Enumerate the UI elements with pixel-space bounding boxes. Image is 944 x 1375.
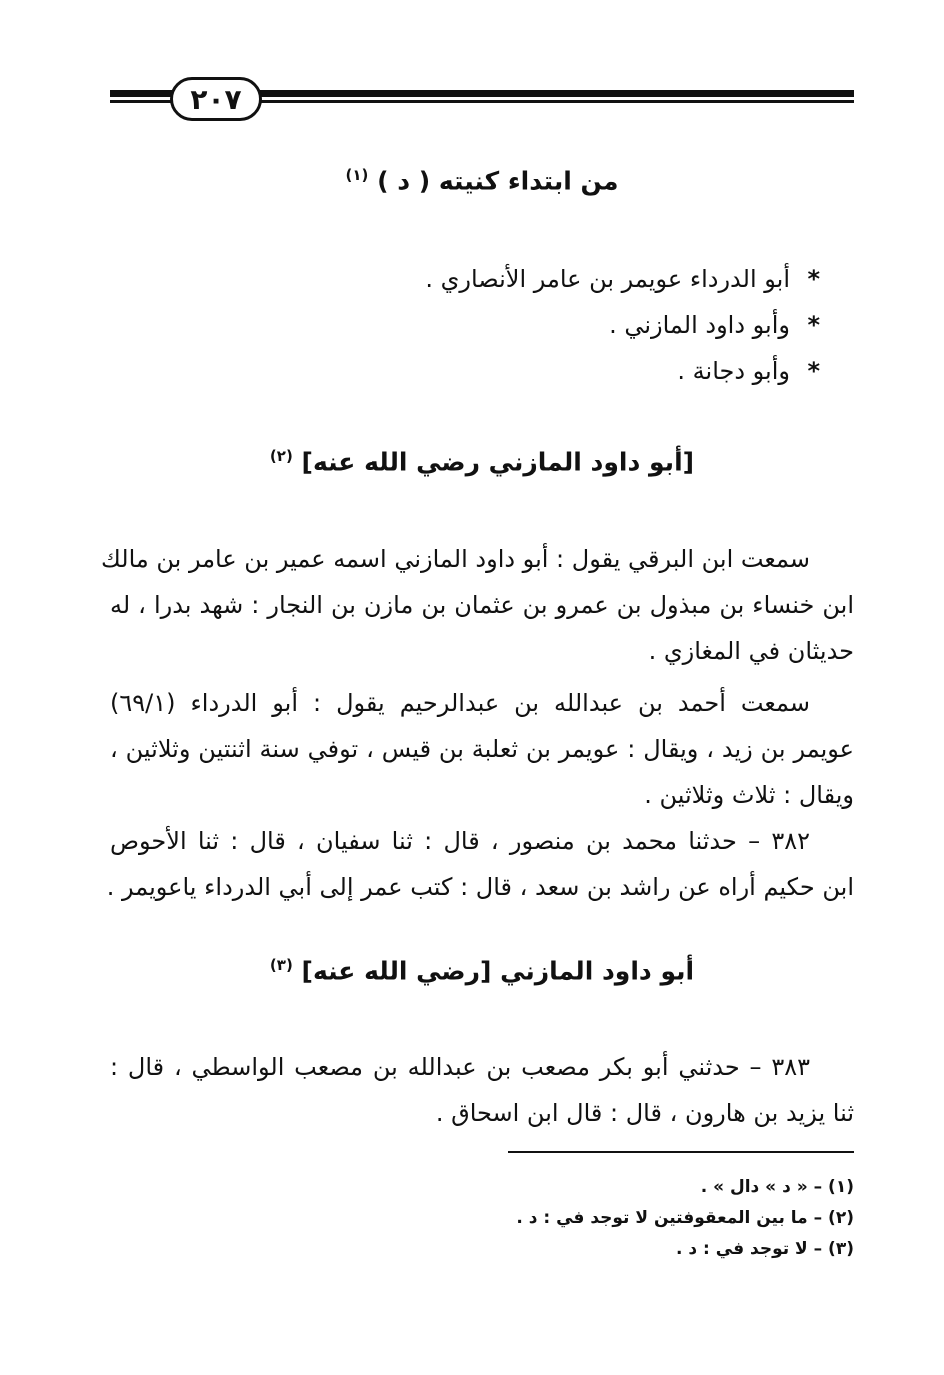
footnote-ref-2: (٢) xyxy=(269,447,293,465)
section-heading-2 xyxy=(110,447,854,476)
section-heading-1-text: من ابتداء كنيته ( د ) xyxy=(377,166,619,196)
list-item-text: وأبو داود المازني . xyxy=(609,311,790,339)
page-number: ٢٠٧ xyxy=(170,77,262,121)
star-bullet-icon: * xyxy=(807,357,820,385)
list-item xyxy=(425,348,820,394)
section-heading-1 xyxy=(110,166,854,195)
footnote-separator xyxy=(508,1151,854,1153)
section-heading-3-text: أبو داود المازني [رضي الله عنه] xyxy=(301,956,695,986)
footnote-ref-3: (٣) xyxy=(269,956,293,974)
list-item xyxy=(425,256,820,302)
paragraph-line: عويمر بن زيد ، ويقال : عويمر بن ثعلبة بن قيس ، توفي سنة اثنتين وثلاثين ، xyxy=(110,735,854,763)
paragraph-line: ثنا يزيد بن هارون ، قال : قال ابن اسحاق . xyxy=(435,1099,854,1127)
footnote-2: (٢) – ما بين المعقوفتين لا توجد في : د . xyxy=(516,1208,854,1228)
paragraph-line: ابن خنساء بن مبذول بن عمرو بن عثمان بن مازن بن النجار : شهد بدرا ، له xyxy=(110,591,854,619)
list-item-text: أبو الدرداء عويمر بن عامر الأنصاري . xyxy=(425,265,790,293)
section-heading-3 xyxy=(110,956,854,985)
paragraph-line: سمعت ابن البرقي يقول : أبو داود المازني اسمه عمير بن عامر بن مالك xyxy=(101,545,810,573)
section-heading-2-text: [أبو داود المازني رضي الله عنه] xyxy=(301,447,695,477)
paragraph-1 xyxy=(101,536,854,674)
paragraph-3 xyxy=(106,818,854,910)
footnote-ref-1: (١) xyxy=(345,166,369,184)
paragraph-line: ابن حكيم أراه عن راشد بن سعد ، قال : كتب عمر إلى أبي الدرداء ياعويمر . xyxy=(106,873,854,901)
paragraph-4 xyxy=(110,1044,854,1136)
list-item xyxy=(425,302,820,348)
paragraph-line: ٣٨٢ – حدثنا محمد بن منصور ، قال : ثنا سفيان ، قال : ثنا الأحوص xyxy=(110,827,810,855)
star-bullet-icon: * xyxy=(807,265,820,293)
footnote-1: (١) – « د » دال » . xyxy=(700,1177,854,1197)
paragraph-line: ٣٨٣ – حدثني أبو بكر مصعب بن عبدالله بن مصعب الواسطي ، قال : xyxy=(110,1053,810,1081)
list-item-text: وأبو دجانة . xyxy=(677,357,790,385)
footnotes xyxy=(516,1172,854,1265)
bullet-list xyxy=(425,256,820,394)
paragraph-line: حديثان في المغازي . xyxy=(648,637,854,665)
footnote-3: (٣) – لا توجد في : د . xyxy=(676,1239,854,1259)
paragraph-line: سمعت أحمد بن عبدالله بن عبدالرحيم يقول : أبو الدرداء (٦٩/١) xyxy=(110,689,810,717)
paragraph-line: ويقال : ثلاث وثلاثين . xyxy=(644,781,854,809)
paragraph-2 xyxy=(110,680,854,818)
star-bullet-icon: * xyxy=(807,311,820,339)
